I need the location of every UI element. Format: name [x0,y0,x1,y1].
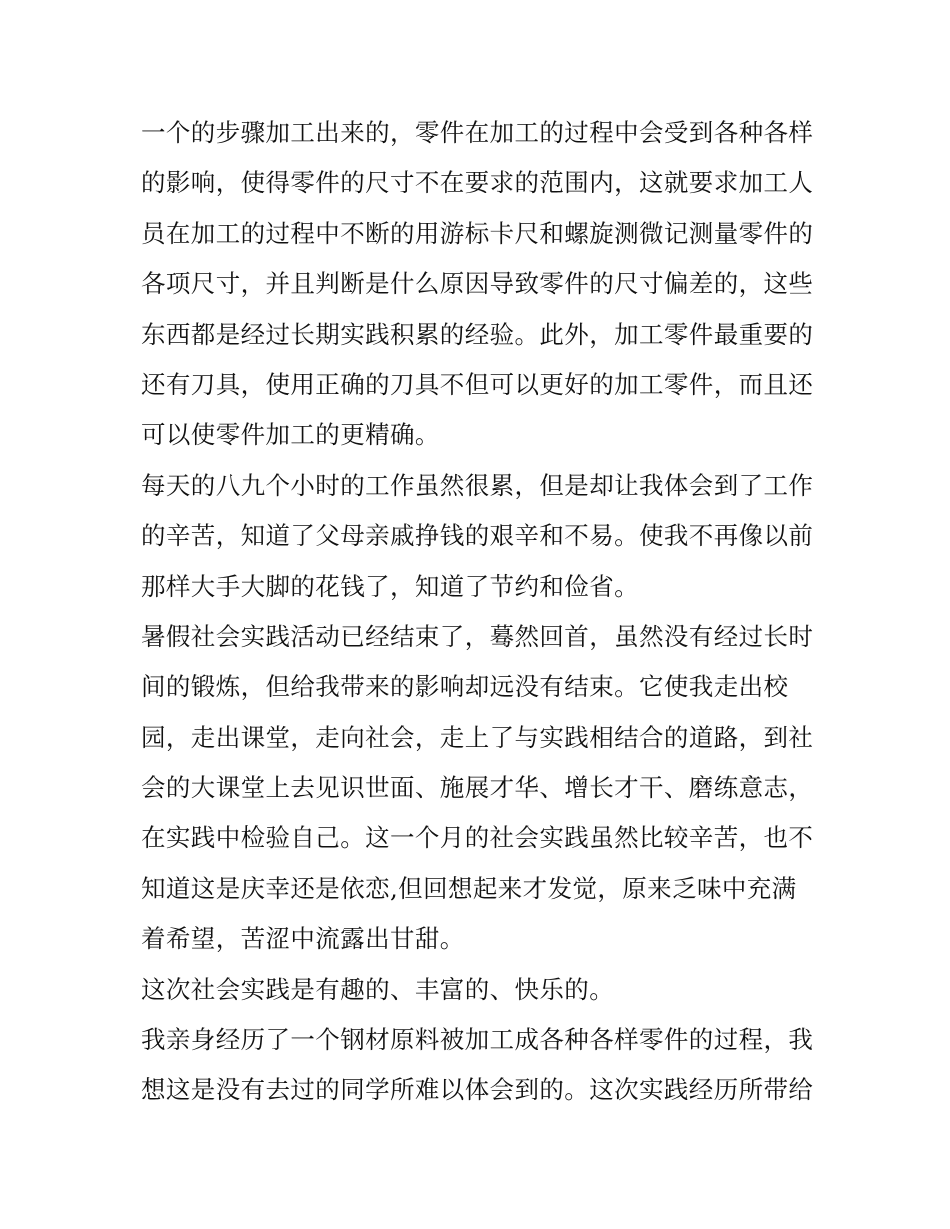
text-line: 一个的步骤加工出来的，零件在加工的过程中会受到各种各样 [141,118,814,147]
text-line: 间的锻炼，但给我带来的影响却远没有结束。它使我走出校 [141,672,789,702]
text-line: 园，走出课堂，走向社会，走上了与实践相结合的道路，到社 [141,722,814,752]
text-line: 可以使零件加工的更精确。 [141,420,440,450]
text-line: 东西都是经过长期实践积累的经验。此外，加工零件最重要的 [141,319,814,349]
text-line: 那样大手大脚的花钱了，知道了节约和俭省。 [141,571,639,601]
text-line: 我亲身经历了一个钢材原料被加工成各种各样零件的过程，我 [141,1025,814,1055]
text-line: 知道这是庆幸还是依恋,但回想起来才发觉，原来乏味中充满 [141,873,797,903]
text-line: 的影响，使得零件的尺寸不在要求的范围内，这就要求加工人 [141,168,814,198]
text-line: 各项尺寸，并且判断是什么原因导致零件的尺寸偏差的，这些 [141,269,814,299]
document-body [141,108,821,1116]
text-line: 员在加工的过程中不断的用游标卡尺和螺旋测微记测量零件的 [141,218,814,248]
text-line: 暑假社会实践活动已经结束了，蓦然回首，虽然没有经过长时 [141,621,814,651]
text-line: 会的大课堂上去见识世面、施展才华、增长才干、磨练意志， [141,773,814,803]
text-line: 这次社会实践是有趣的、丰富的、快乐的。 [141,974,615,1004]
text-line: 还有刀具，使用正确的刀具不但可以更好的加工零件，而且还 [141,369,814,399]
text-line: 在实践中检验自己。这一个月的社会实践虽然比较辛苦，也不 [141,823,814,853]
text-line: 着希望，苦涩中流露出甘甜。 [141,924,465,954]
text-line: 想这是没有去过的同学所难以体会到的。这次实践经历所带给 [141,1075,814,1105]
text-line: 每天的八九个小时的工作虽然很累，但是却让我体会到了工作 [141,470,814,500]
text-line: 的辛苦，知道了父母亲戚挣钱的艰辛和不易。使我不再像以前 [141,521,814,551]
